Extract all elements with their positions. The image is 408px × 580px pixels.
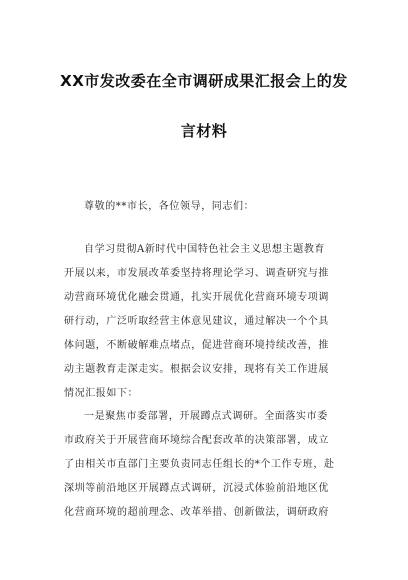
- paragraph-2-line: 化营商环境的超前理念、改革举措、创新做法，调研政府: [64, 507, 329, 518]
- paragraph-2-line: 了由相关市直部门主要负责同志任组长的*个工作专班，赴: [64, 459, 335, 470]
- document-title-line-2: 言材料: [180, 122, 228, 140]
- salutation-text: 尊敬的**市长，各位领导，同志们：: [84, 201, 255, 212]
- paragraph-2-line: 深圳等前沿地区开展蹲点式调研，沉浸式体验前沿地区优: [64, 483, 329, 494]
- paragraph-2-line: 一是聚焦市委部署，开展蹲点式调研。全面落实市委: [84, 411, 328, 422]
- paragraph-1-line: 研行动，广泛听取经营主体意见建议，通过解决一个个具: [64, 316, 329, 327]
- salutation: [64, 195, 349, 219]
- paragraph-1-line: 情况汇报如下：: [64, 388, 139, 399]
- paragraph-1-line: 体问题，不断破解难点堵点，促进营商环境持续改善，推: [64, 340, 329, 351]
- document-title-line-1: XX市发改委在全市调研成果汇报会上的发: [60, 72, 348, 90]
- paragraph-1-line: 动主题教育走深走实。根据会议安排，现将有关工作进展: [64, 364, 329, 375]
- paragraph-1: [64, 238, 349, 406]
- paragraph-1-line: 开展以来，市发展改革委坚持将理论学习、调查研究与推: [64, 268, 329, 279]
- paragraph-1-line: 自学习贯彻A新时代中国特色社会主义思想主题教育: [84, 244, 326, 255]
- paragraph-1-line: 动营商环境优化融会贯通，扎实开展优化营商环境专项调: [64, 292, 329, 303]
- paragraph-2-line: 市政府关于开展营商环境综合配套改革的决策部署，成立: [64, 435, 329, 446]
- paragraph-2: [64, 405, 349, 525]
